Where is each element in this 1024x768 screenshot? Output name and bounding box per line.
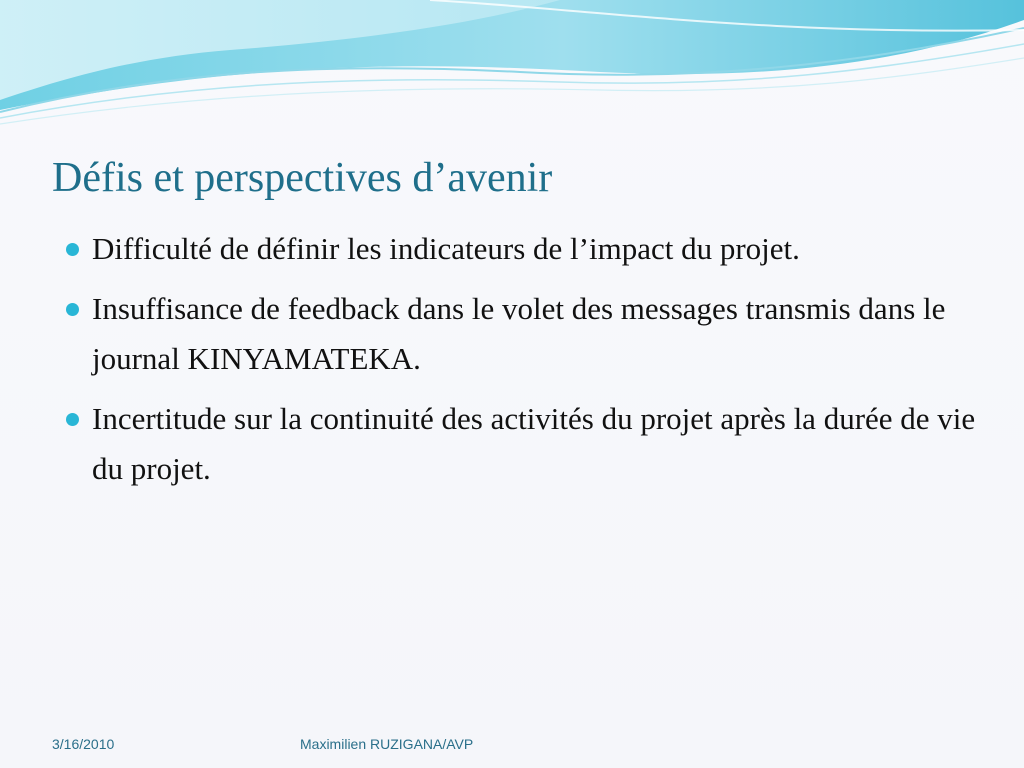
bullet-marker-icon	[66, 413, 79, 426]
footer-author: Maximilien RUZIGANA/AVP	[300, 736, 474, 752]
decorative-wave-banner	[0, 0, 1024, 130]
bullet-text: Insuffisance de feedback dans le volet des messages transmis dans le journal KINYAMATEKA.	[92, 291, 946, 376]
bullet-marker-icon	[66, 243, 79, 256]
bullet-item	[66, 224, 986, 274]
bullet-marker-icon	[66, 303, 79, 316]
bullet-list	[66, 224, 986, 504]
bullet-text: Difficulté de définir les indicateurs de l’impact du projet.	[92, 231, 800, 266]
footer-date: 3/16/2010	[52, 736, 115, 752]
slide-title: Défis et perspectives d’avenir	[52, 155, 553, 201]
bullet-item	[66, 394, 986, 494]
bullet-item	[66, 284, 986, 384]
bullet-text: Incertitude sur la continuité des activités du projet après la durée de vie du projet.	[92, 401, 976, 486]
